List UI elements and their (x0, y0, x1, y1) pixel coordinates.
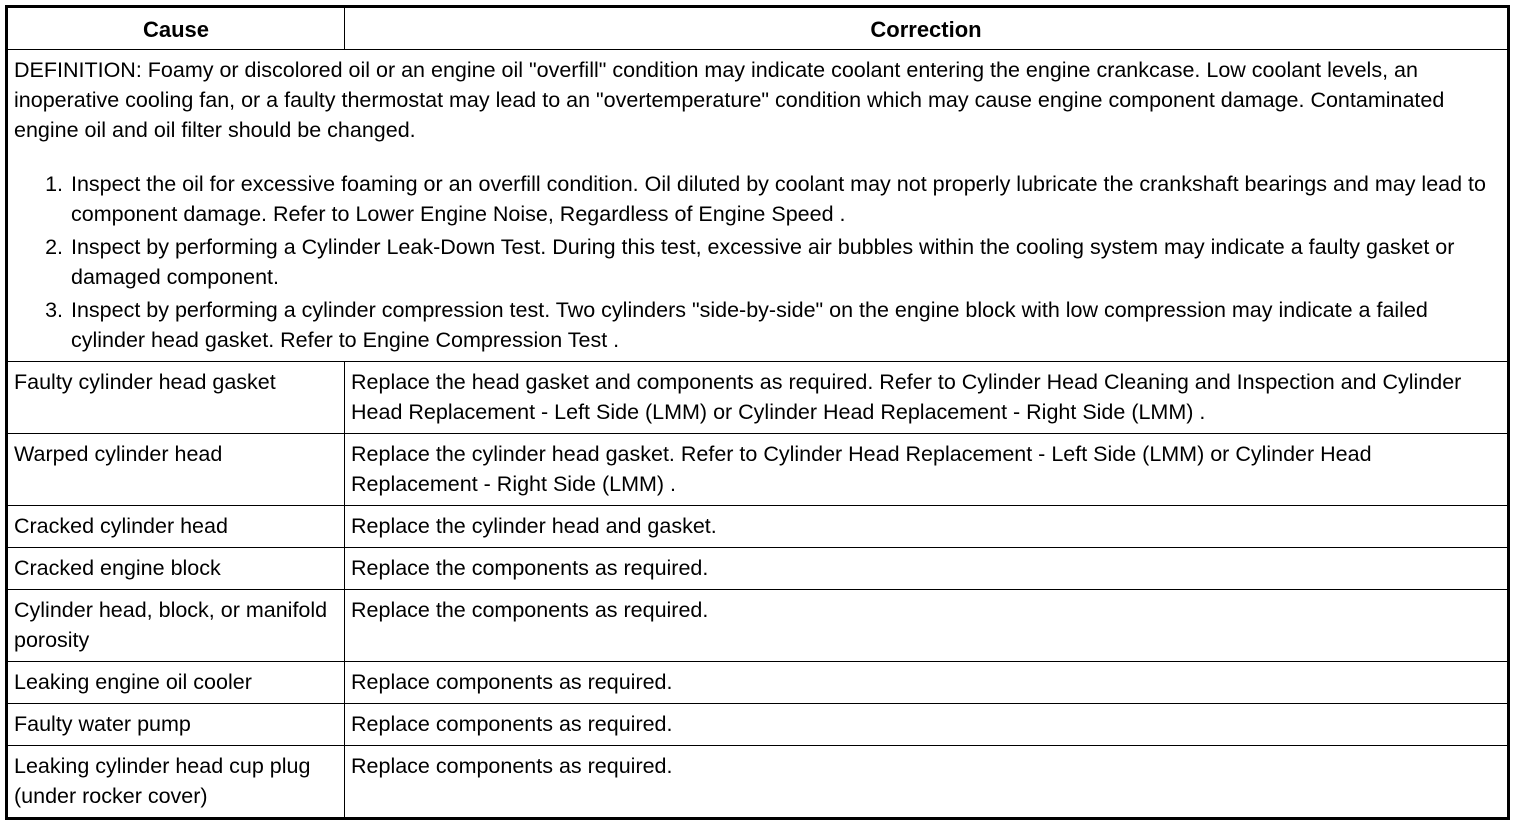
cause-cell: Faulty water pump (7, 704, 345, 746)
inspection-step: 1. Inspect the oil for excessive foaming or an overfill condition. Oil diluted by coolant may not properly lubricate the crankshaft bearings and may lead to component damage. Refer to Lower Engine Noise, Regardless of Engine Speed . (69, 169, 1501, 229)
table-row (7, 362, 1509, 434)
cause-cell: Faulty cylinder head gasket (7, 362, 345, 434)
correction-cell: Replace the cylinder head gasket. Refer to Cylinder Head Replacement - Left Side (LMM) or Cylinder Head Replacement - Right Side (LMM) . (345, 434, 1509, 506)
correction-cell: Replace components as required. (345, 662, 1509, 704)
cause-correction-table (5, 5, 1510, 820)
correction-cell: Replace components as required. (345, 746, 1509, 819)
correction-cell: Replace the cylinder head and gasket. (345, 506, 1509, 548)
correction-cell: Replace the components as required. (345, 548, 1509, 590)
diagnostic-table-container (5, 5, 1507, 820)
table-row (7, 746, 1509, 819)
correction-cell: Replace the components as required. (345, 590, 1509, 662)
cause-cell: Cylinder head, block, or manifold porosity (7, 590, 345, 662)
inspection-steps-list (14, 169, 1501, 355)
table-row (7, 434, 1509, 506)
definition-text: DEFINITION: Foamy or discolored oil or an engine oil "overfill" condition may indicate coolant entering the engine crankcase. Low coolant levels, an inoperative cooling fan, or a faulty thermostat may lead to an "overtemperature" condition which may cause engine component damage. Contaminated engine oil and oil filter should be changed. (14, 58, 1445, 142)
inspection-step: 3. Inspect by performing a cylinder compression test. Two cylinders "side-by-side" on the engine block with low compression may indicate a failed cylinder head gasket. Refer to Engine Compression Test . (69, 295, 1501, 355)
table-row (7, 704, 1509, 746)
table-row (7, 548, 1509, 590)
table-header-row (7, 7, 1509, 50)
table-row (7, 506, 1509, 548)
correction-column-header: Correction (345, 7, 1509, 50)
correction-cell: Replace components as required. (345, 704, 1509, 746)
cause-cell: Leaking engine oil cooler (7, 662, 345, 704)
definition-row (7, 50, 1509, 362)
table-row (7, 590, 1509, 662)
cause-cell: Warped cylinder head (7, 434, 345, 506)
correction-cell: Replace the head gasket and components as required. Refer to Cylinder Head Cleaning and Inspection and Cylinder Head Replacement - Left Side (LMM) or Cylinder Head Replacement - Right Side (LMM) . (345, 362, 1509, 434)
table-row (7, 662, 1509, 704)
inspection-step: 2. Inspect by performing a Cylinder Leak-Down Test. During this test, excessive air bubbles within the cooling system may indicate a faulty gasket or damaged component. (69, 232, 1501, 292)
cause-column-header: Cause (7, 7, 345, 50)
cause-cell: Leaking cylinder head cup plug (under rocker cover) (7, 746, 345, 819)
cause-cell: Cracked cylinder head (7, 506, 345, 548)
cause-cell: Cracked engine block (7, 548, 345, 590)
definition-cell (7, 50, 1509, 362)
